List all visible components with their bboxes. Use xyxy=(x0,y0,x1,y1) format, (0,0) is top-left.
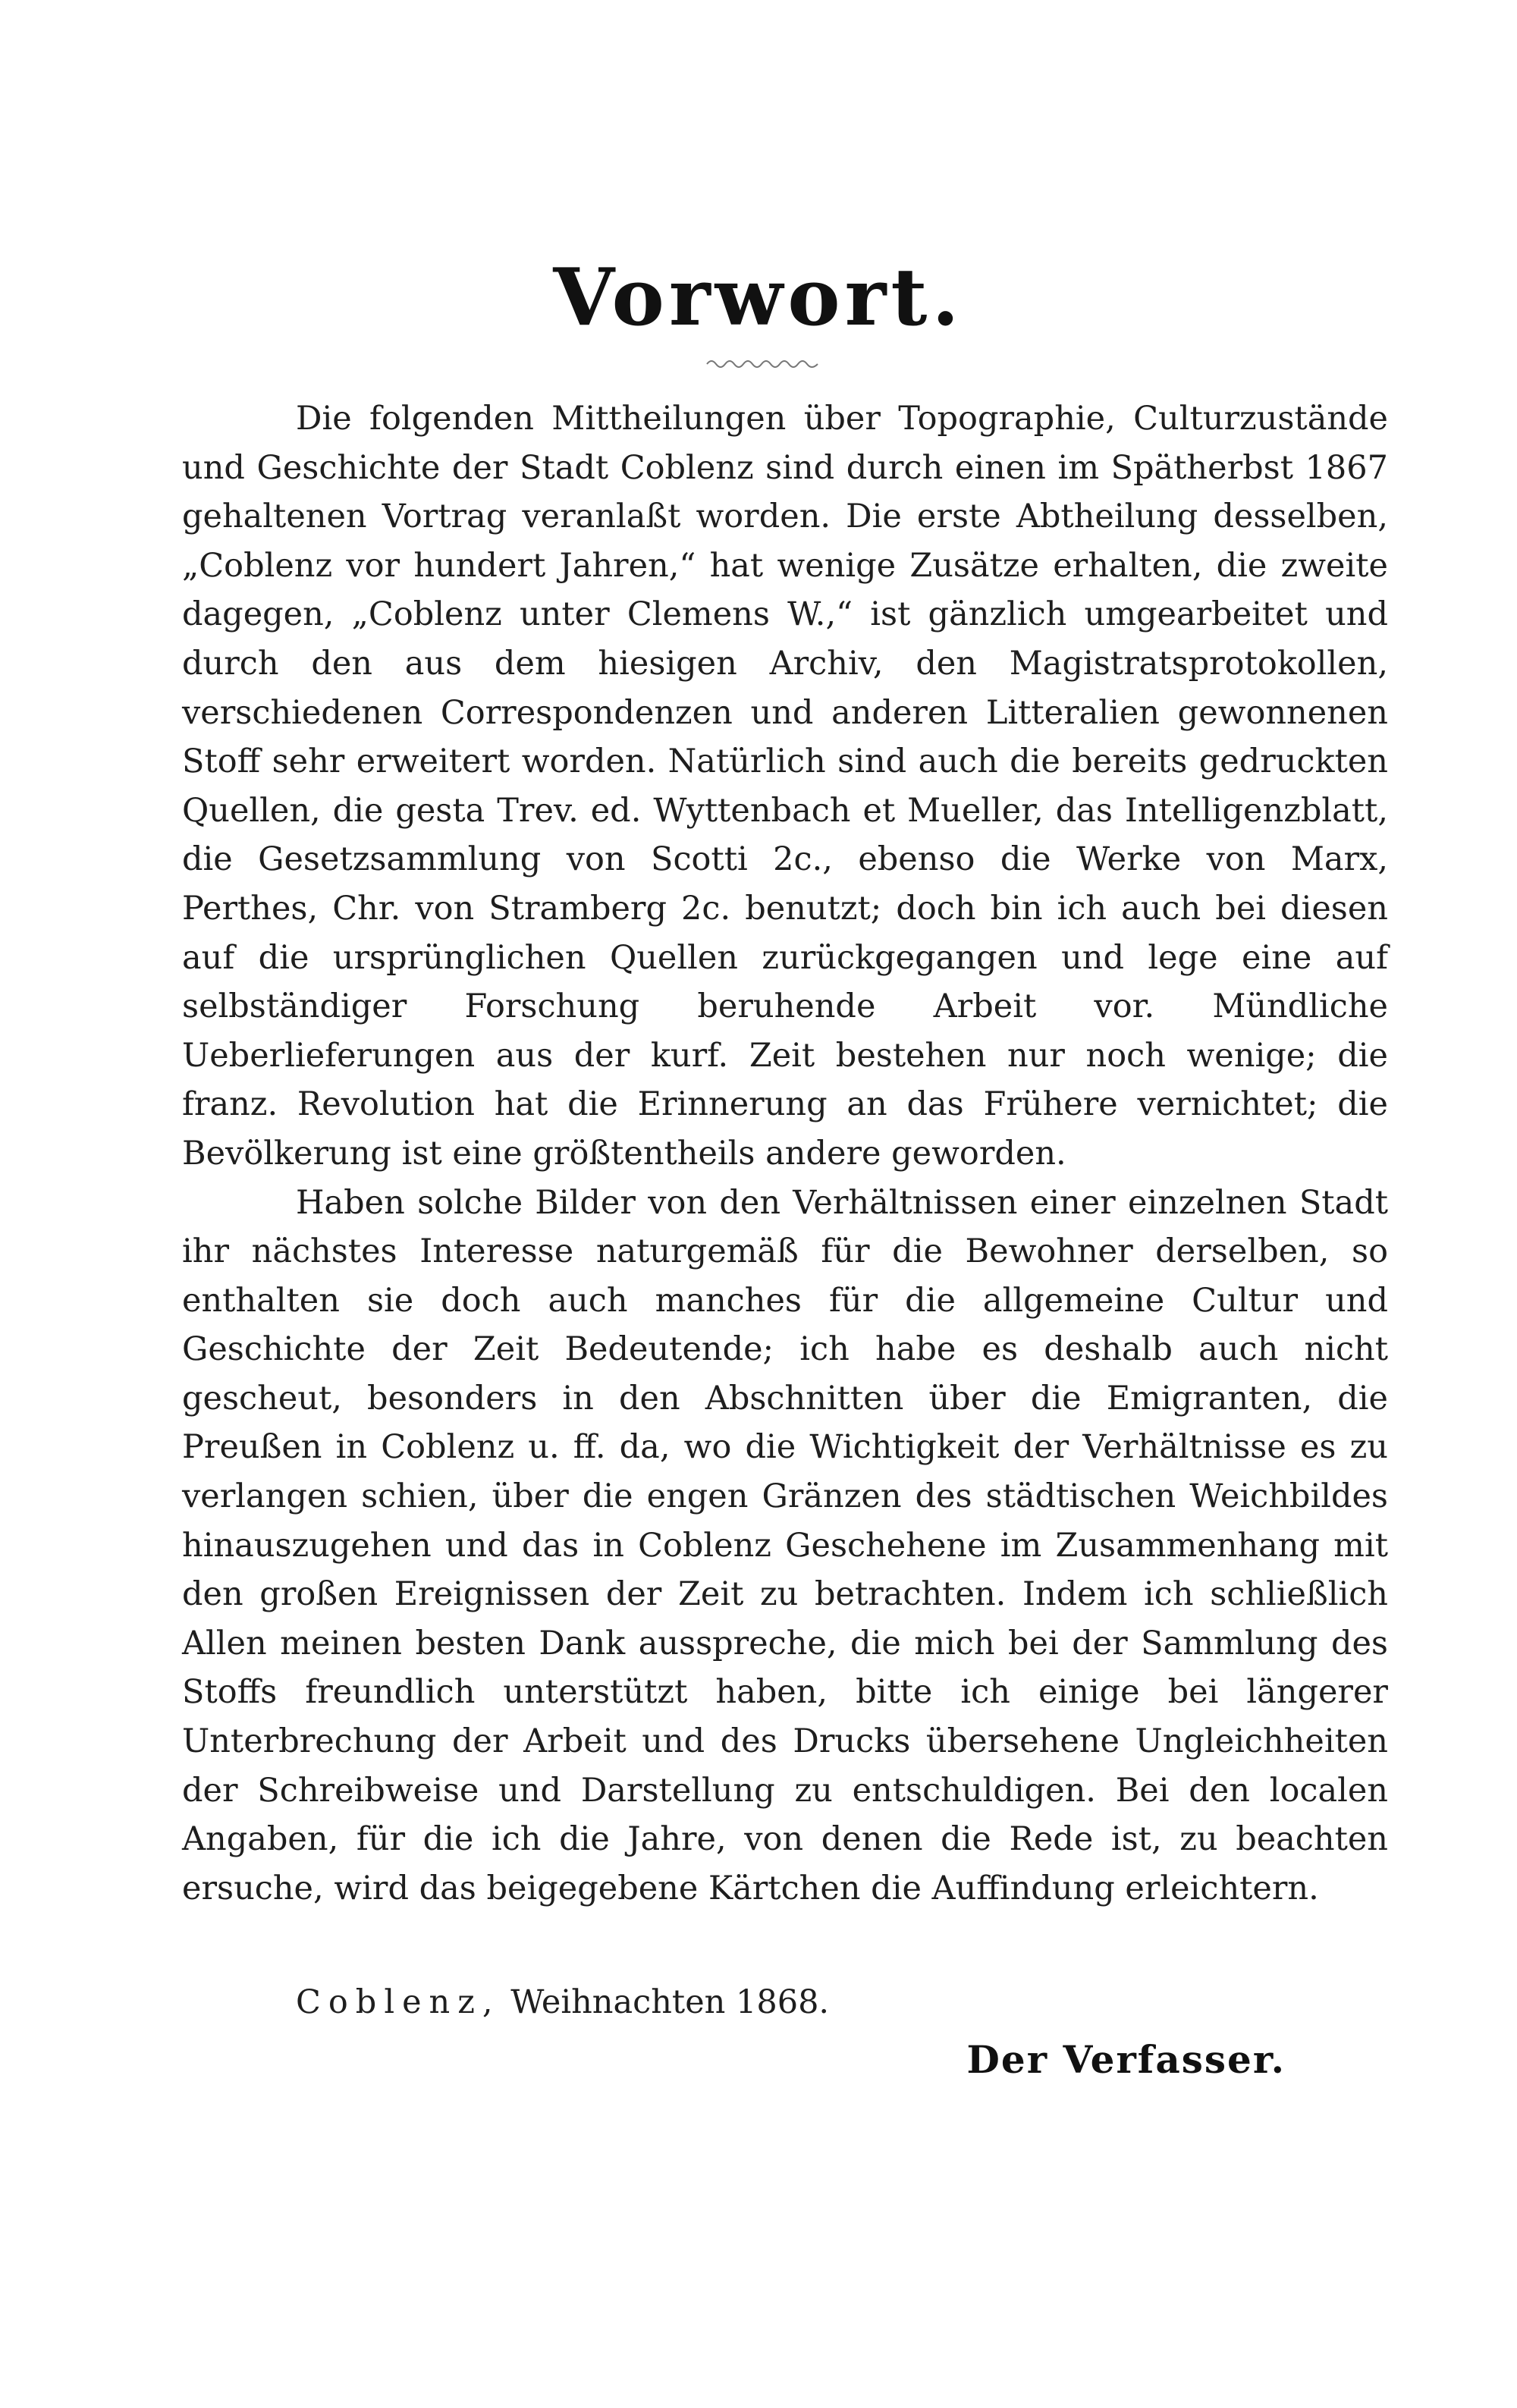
paragraph-1: Die folgenden Mittheilungen über Topographie, Culturzustände und Geschichte der Stadt Coblenz sind durch einen im Spätherbst 1867 gehaltenen Vortrag veranlaßt worden. Die erste Abtheilung desselben, „Coblenz vor hundert Jahren,“ hat wenige Zusätze erhalten, die zweite dagegen, „Coblenz unter Clemens W.,“ ist gänzlich umgearbeitet und durch den aus dem hiesigen Archiv, den Magistratsprotokollen, verschiedenen Correspondenzen und anderen Litteralien gewonnenen Stoff sehr erweitert worden. Natürlich sind auch die bereits gedruckten Quellen, die gesta Trev. ed. Wyttenbach et Mueller, das Intelligenzblatt, die Gesetzsammlung von Scotti 2c., ebenso die Werke von Marx, Perthes, Chr. von Stramberg 2c. benutzt; doch bin ich auch bei diesen auf die ursprünglichen Quellen zurückgegangen und lege eine auf selbständiger Forschung beruhende Arbeit vor. Mündliche Ueberlieferungen aus der kurf. Zeit bestehen nur noch wenige; die franz. Revolution hat die Erinnerung an das Frühere vernichtet; die Bevölkerung ist eine größtentheils andere geworden. xyxy=(182,400,1388,1173)
signature: Der Verfasser. xyxy=(966,2037,1286,2082)
place: Coblenz, xyxy=(296,1983,501,2021)
place-date xyxy=(296,1983,829,2021)
date: Weihnachten 1868. xyxy=(510,1983,830,2021)
paragraph-2: Haben solche Bilder von den Verhältnissen einer einzelnen Stadt ihr nächstes Interesse naturgemäß für die Bewohner derselben, so enthalten sie doch auch manches für die allgemeine Cultur und Geschichte der Zeit Bedeutende; ich habe es deshalb auch nicht gescheut, besonders in den Abschnitten über die Emigranten, die Preußen in Coblenz u. ff. da, wo die Wichtigkeit der Verhältnisse es zu verlangen schien, über die engen Gränzen des städtischen Weichbildes hinauszugehen und das in Coblenz Geschehene im Zusammenhang mit den großen Ereignissen der Zeit zu betrachten. Indem ich schließlich Allen meinen besten Dank ausspreche, die mich bei der Sammlung des Stoffs freundlich unterstützt haben, bitte ich einige bei längerer Unterbrechung der Arbeit und des Drucks übersehene Ungleichheiten der Schreibweise und Darstellung zu entschuldigen. Bei den localen Angaben, für die ich die Jahre, von denen die Rede ist, zu beachten ersuche, wird das beigegebene Kärtchen die Auffindung erleichtern. xyxy=(182,1183,1388,1907)
title-ornament xyxy=(705,356,819,372)
body-text xyxy=(182,394,1388,1913)
page-title: Vorwort. xyxy=(553,250,964,344)
